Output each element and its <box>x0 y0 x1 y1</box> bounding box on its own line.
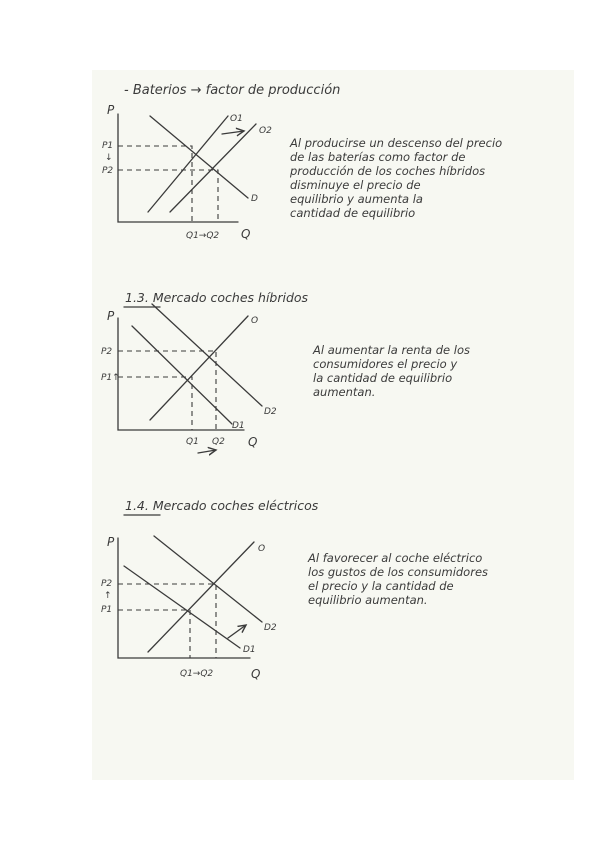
graph-1-explanation: Al producirse un descenso del precio de las baterías como factor de producción de los coches híbridos disminuye el precio de equilibrio y aumenta la cantidad de equilibrio <box>290 136 503 220</box>
graph-1-arrow-down: ↓ <box>105 153 113 163</box>
graph-2-axis-q: Q <box>248 435 258 449</box>
graph-3-label-o: O <box>258 544 266 554</box>
graph-3-label-d1: D1 <box>243 645 256 655</box>
graph-3-guide-p1 <box>118 610 190 658</box>
graph-1-label-p2: P2 <box>102 166 114 176</box>
graph-1-label-o2: O2 <box>259 126 272 136</box>
graph-1-axis-q: Q <box>241 227 251 241</box>
graph-3-axis-q: Q <box>251 667 261 681</box>
graph-2-explanation: Al aumentar la renta de los consumidores el precio y la cantidad de equilibrio aumentan. <box>313 343 471 399</box>
graph-3-demand-d1 <box>124 566 240 648</box>
header-note: - Baterios → factor de producción <box>124 83 341 98</box>
graph-3-demand-d2 <box>154 536 262 622</box>
graph-2-label-d2: D2 <box>264 407 277 417</box>
graph-2-supply-o <box>150 316 248 420</box>
graph-2 <box>101 304 277 453</box>
graph-2-label-d1: D1 <box>232 421 245 431</box>
graph-1-label-q: Q1→Q2 <box>186 231 220 241</box>
graph-1-supply-o1 <box>148 116 228 212</box>
graph-3-label-p1: P1 <box>101 605 113 615</box>
graph-3-label-p2: P2 <box>101 579 113 589</box>
graph-2-q-arrow <box>198 450 216 453</box>
graph-2-demand-d1 <box>132 326 232 424</box>
graph-2-label-p2: P2 <box>101 347 113 357</box>
graph-2-axis-p: P <box>107 309 115 323</box>
graph-1-shift-arrow <box>222 131 244 134</box>
graph-1-demand-d <box>150 116 248 198</box>
graph-2-label-o: O <box>251 316 259 326</box>
graph-3 <box>101 535 277 681</box>
graph-3-shift-arrow <box>228 625 246 638</box>
graph-1-axes <box>118 114 238 222</box>
graph-1 <box>102 103 272 241</box>
graph-2-label-q2: Q2 <box>212 437 225 447</box>
graph-1-label-d: D <box>251 194 258 204</box>
section-2-title: 1.3. Mercado coches híbridos <box>125 290 309 305</box>
graph-2-label-q1: Q1 <box>186 437 199 447</box>
graph-3-arrow-up: ↑ <box>104 591 112 601</box>
graph-3-supply-o <box>148 542 254 652</box>
graph-3-axis-p: P <box>107 535 115 549</box>
graph-3-label-q: Q1→Q2 <box>180 669 214 679</box>
graph-1-axis-p: P <box>107 103 115 117</box>
graph-1-guide-p1 <box>118 146 192 222</box>
graph-1-label-o1: O1 <box>230 114 243 124</box>
section-3-title: 1.4. Mercado coches eléctricos <box>125 498 319 513</box>
graph-3-axes <box>118 538 250 658</box>
graph-2-label-p1: P1↑ <box>101 373 120 383</box>
graph-3-explanation: Al favorecer al coche eléctrico los gustos de los consumidores el precio y la cantidad de equilibrio aumentan. <box>308 551 489 607</box>
graph-2-guide-p1 <box>118 377 192 430</box>
graph-1-label-p1: P1 <box>102 141 114 151</box>
graph-3-label-d2: D2 <box>264 623 277 633</box>
graph-2-guide-p2 <box>118 351 216 430</box>
